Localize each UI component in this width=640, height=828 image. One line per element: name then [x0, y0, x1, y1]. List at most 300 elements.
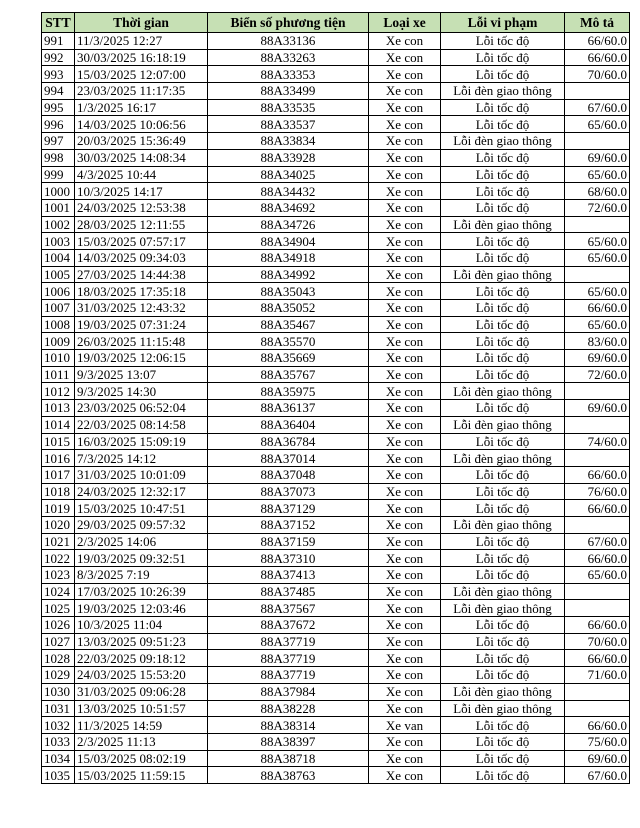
cell-description: 74/60.0: [565, 433, 630, 450]
cell-vehicle-type: Xe con: [369, 450, 441, 467]
cell-stt: 1000: [42, 183, 75, 200]
cell-vehicle-type: Xe con: [369, 49, 441, 66]
cell-stt: 1021: [42, 533, 75, 550]
cell-stt: 1013: [42, 400, 75, 417]
cell-stt: 996: [42, 116, 75, 133]
table-row: [42, 166, 630, 183]
cell-violation: Lỗi tốc độ: [441, 199, 565, 216]
cell-stt: 1025: [42, 600, 75, 617]
cell-plate: 88A35467: [208, 316, 369, 333]
cell-violation: Lỗi tốc độ: [441, 650, 565, 667]
cell-stt: 1014: [42, 416, 75, 433]
cell-plate: 88A33136: [208, 33, 369, 50]
table-row: [42, 683, 630, 700]
cell-violation: Lỗi tốc độ: [441, 66, 565, 83]
cell-vehicle-type: Xe con: [369, 149, 441, 166]
cell-stt: 1017: [42, 466, 75, 483]
cell-stt: 1009: [42, 333, 75, 350]
cell-description: 67/60.0: [565, 99, 630, 116]
cell-violation: Lỗi tốc độ: [441, 166, 565, 183]
cell-vehicle-type: Xe con: [369, 700, 441, 717]
cell-time: 15/03/2025 12:07:00: [75, 66, 208, 83]
cell-violation: Lỗi tốc độ: [441, 483, 565, 500]
cell-time: 22/03/2025 09:18:12: [75, 650, 208, 667]
cell-time: 13/03/2025 10:51:57: [75, 700, 208, 717]
cell-plate: 88A33535: [208, 99, 369, 116]
cell-vehicle-type: Xe con: [369, 33, 441, 50]
cell-vehicle-type: Xe con: [369, 617, 441, 634]
table-row: [42, 617, 630, 634]
cell-description: [565, 416, 630, 433]
header-stt: STT: [42, 13, 75, 33]
cell-violation: Lỗi tốc độ: [441, 183, 565, 200]
cell-plate: 88A37048: [208, 466, 369, 483]
cell-time: 23/03/2025 11:17:35: [75, 83, 208, 100]
cell-stt: 1003: [42, 233, 75, 250]
cell-vehicle-type: Xe con: [369, 133, 441, 150]
table-row: [42, 650, 630, 667]
cell-description: 67/60.0: [565, 767, 630, 784]
cell-violation: Lỗi tốc độ: [441, 49, 565, 66]
cell-vehicle-type: Xe con: [369, 249, 441, 266]
cell-violation: Lỗi tốc độ: [441, 400, 565, 417]
cell-description: 67/60.0: [565, 533, 630, 550]
cell-time: 10/3/2025 11:04: [75, 617, 208, 634]
cell-vehicle-type: Xe con: [369, 683, 441, 700]
cell-plate: 88A37129: [208, 500, 369, 517]
cell-description: [565, 516, 630, 533]
cell-plate: 88A34992: [208, 266, 369, 283]
cell-plate: 88A37719: [208, 667, 369, 684]
cell-time: 19/03/2025 12:06:15: [75, 350, 208, 367]
cell-violation: Lỗi tốc độ: [441, 533, 565, 550]
cell-time: 9/3/2025 13:07: [75, 366, 208, 383]
cell-time: 27/03/2025 14:44:38: [75, 266, 208, 283]
cell-time: 18/03/2025 17:35:18: [75, 283, 208, 300]
cell-vehicle-type: Xe con: [369, 433, 441, 450]
table-row: [42, 199, 630, 216]
cell-description: 72/60.0: [565, 366, 630, 383]
cell-violation: Lỗi tốc độ: [441, 99, 565, 116]
cell-time: 31/03/2025 10:01:09: [75, 466, 208, 483]
cell-description: 65/60.0: [565, 116, 630, 133]
cell-description: [565, 83, 630, 100]
cell-time: 2/3/2025 14:06: [75, 533, 208, 550]
cell-plate: 88A37984: [208, 683, 369, 700]
cell-description: 66/60.0: [565, 717, 630, 734]
cell-vehicle-type: Xe con: [369, 516, 441, 533]
cell-time: 19/03/2025 07:31:24: [75, 316, 208, 333]
cell-description: 76/60.0: [565, 483, 630, 500]
cell-plate: 88A34432: [208, 183, 369, 200]
cell-plate: 88A33834: [208, 133, 369, 150]
cell-description: 65/60.0: [565, 567, 630, 584]
cell-time: 4/3/2025 10:44: [75, 166, 208, 183]
cell-plate: 88A37567: [208, 600, 369, 617]
table-row: [42, 33, 630, 50]
violations-table: [41, 12, 630, 784]
cell-violation: Lỗi tốc độ: [441, 300, 565, 317]
table-row: [42, 300, 630, 317]
table-row: [42, 750, 630, 767]
cell-time: 1/3/2025 16:17: [75, 99, 208, 116]
cell-description: [565, 600, 630, 617]
cell-description: 66/60.0: [565, 49, 630, 66]
cell-description: [565, 583, 630, 600]
cell-vehicle-type: Xe con: [369, 500, 441, 517]
cell-description: 83/60.0: [565, 333, 630, 350]
cell-plate: 88A37014: [208, 450, 369, 467]
cell-time: 8/3/2025 7:19: [75, 567, 208, 584]
cell-stt: 1020: [42, 516, 75, 533]
table-row: [42, 383, 630, 400]
table-row: [42, 333, 630, 350]
table-row: [42, 466, 630, 483]
cell-violation: Lỗi tốc độ: [441, 350, 565, 367]
cell-stt: 1028: [42, 650, 75, 667]
cell-stt: 1008: [42, 316, 75, 333]
table-row: [42, 99, 630, 116]
table-row: [42, 183, 630, 200]
cell-plate: 88A36137: [208, 400, 369, 417]
cell-stt: 1006: [42, 283, 75, 300]
cell-description: 69/60.0: [565, 400, 630, 417]
cell-vehicle-type: Xe con: [369, 316, 441, 333]
cell-stt: 1010: [42, 350, 75, 367]
cell-vehicle-type: Xe con: [369, 199, 441, 216]
cell-plate: 88A37413: [208, 567, 369, 584]
cell-description: 68/60.0: [565, 183, 630, 200]
table-row: [42, 583, 630, 600]
cell-vehicle-type: Xe con: [369, 400, 441, 417]
cell-time: 19/03/2025 12:03:46: [75, 600, 208, 617]
cell-description: 65/60.0: [565, 249, 630, 266]
cell-plate: 88A33499: [208, 83, 369, 100]
table-row: [42, 316, 630, 333]
cell-description: 66/60.0: [565, 550, 630, 567]
table-row: [42, 500, 630, 517]
cell-violation: Lỗi tốc độ: [441, 717, 565, 734]
cell-vehicle-type: Xe con: [369, 533, 441, 550]
cell-description: 70/60.0: [565, 633, 630, 650]
cell-description: 72/60.0: [565, 199, 630, 216]
cell-stt: 994: [42, 83, 75, 100]
table-header-row: [42, 13, 630, 33]
cell-time: 22/03/2025 08:14:58: [75, 416, 208, 433]
cell-violation: Lỗi tốc độ: [441, 466, 565, 483]
cell-stt: 1002: [42, 216, 75, 233]
table-row: [42, 550, 630, 567]
table-row: [42, 366, 630, 383]
cell-plate: 88A37719: [208, 633, 369, 650]
cell-plate: 88A34025: [208, 166, 369, 183]
cell-stt: 1001: [42, 199, 75, 216]
table-row: [42, 133, 630, 150]
cell-vehicle-type: Xe con: [369, 283, 441, 300]
cell-description: [565, 266, 630, 283]
cell-vehicle-type: Xe con: [369, 116, 441, 133]
cell-stt: 1033: [42, 733, 75, 750]
cell-stt: 995: [42, 99, 75, 116]
cell-plate: 88A34692: [208, 199, 369, 216]
cell-description: 66/60.0: [565, 466, 630, 483]
cell-time: 15/03/2025 08:02:19: [75, 750, 208, 767]
cell-violation: Lỗi đèn giao thông: [441, 450, 565, 467]
cell-plate: 88A38314: [208, 717, 369, 734]
cell-time: 31/03/2025 09:06:28: [75, 683, 208, 700]
cell-vehicle-type: Xe con: [369, 583, 441, 600]
cell-time: 29/03/2025 09:57:32: [75, 516, 208, 533]
table-row: [42, 717, 630, 734]
table-row: [42, 400, 630, 417]
cell-description: 75/60.0: [565, 733, 630, 750]
table-row: [42, 433, 630, 450]
cell-description: 66/60.0: [565, 300, 630, 317]
cell-vehicle-type: Xe con: [369, 383, 441, 400]
cell-description: 65/60.0: [565, 316, 630, 333]
cell-violation: Lỗi tốc độ: [441, 550, 565, 567]
cell-time: 14/03/2025 09:34:03: [75, 249, 208, 266]
cell-time: 17/03/2025 10:26:39: [75, 583, 208, 600]
cell-time: 14/03/2025 10:06:56: [75, 116, 208, 133]
cell-time: 15/03/2025 10:47:51: [75, 500, 208, 517]
cell-stt: 1027: [42, 633, 75, 650]
cell-violation: Lỗi tốc độ: [441, 433, 565, 450]
cell-vehicle-type: Xe con: [369, 750, 441, 767]
cell-vehicle-type: Xe van: [369, 717, 441, 734]
cell-plate: 88A38718: [208, 750, 369, 767]
cell-time: 11/3/2025 12:27: [75, 33, 208, 50]
cell-time: 28/03/2025 12:11:55: [75, 216, 208, 233]
cell-plate: 88A37672: [208, 617, 369, 634]
cell-stt: 1031: [42, 700, 75, 717]
cell-vehicle-type: Xe con: [369, 733, 441, 750]
cell-description: 65/60.0: [565, 283, 630, 300]
cell-time: 10/3/2025 14:17: [75, 183, 208, 200]
cell-plate: 88A38228: [208, 700, 369, 717]
cell-plate: 88A36784: [208, 433, 369, 450]
cell-time: 20/03/2025 15:36:49: [75, 133, 208, 150]
cell-plate: 88A34726: [208, 216, 369, 233]
cell-time: 30/03/2025 16:18:19: [75, 49, 208, 66]
header-violation: Lỗi vi phạm: [441, 13, 565, 33]
cell-violation: Lỗi tốc độ: [441, 366, 565, 383]
table-row: [42, 733, 630, 750]
cell-time: 15/03/2025 11:59:15: [75, 767, 208, 784]
cell-description: [565, 683, 630, 700]
cell-vehicle-type: Xe con: [369, 767, 441, 784]
table-row: [42, 233, 630, 250]
cell-violation: Lỗi tốc độ: [441, 149, 565, 166]
cell-stt: 997: [42, 133, 75, 150]
cell-vehicle-type: Xe con: [369, 466, 441, 483]
cell-stt: 1005: [42, 266, 75, 283]
cell-plate: 88A38397: [208, 733, 369, 750]
cell-vehicle-type: Xe con: [369, 216, 441, 233]
cell-violation: Lỗi đèn giao thông: [441, 266, 565, 283]
table-row: [42, 767, 630, 784]
cell-plate: 88A35043: [208, 283, 369, 300]
cell-violation: Lỗi tốc độ: [441, 316, 565, 333]
cell-time: 24/03/2025 15:53:20: [75, 667, 208, 684]
cell-violation: Lỗi tốc độ: [441, 283, 565, 300]
cell-time: 16/03/2025 15:09:19: [75, 433, 208, 450]
table-body: [42, 33, 630, 784]
header-time: Thời gian: [75, 13, 208, 33]
table-row: [42, 216, 630, 233]
cell-time: 23/03/2025 06:52:04: [75, 400, 208, 417]
cell-description: 66/60.0: [565, 650, 630, 667]
cell-plate: 88A35669: [208, 350, 369, 367]
cell-description: 66/60.0: [565, 617, 630, 634]
table-row: [42, 567, 630, 584]
cell-plate: 88A34918: [208, 249, 369, 266]
cell-vehicle-type: Xe con: [369, 633, 441, 650]
table-row: [42, 116, 630, 133]
cell-time: 24/03/2025 12:32:17: [75, 483, 208, 500]
cell-violation: Lỗi tốc độ: [441, 249, 565, 266]
cell-vehicle-type: Xe con: [369, 416, 441, 433]
cell-violation: Lỗi tốc độ: [441, 33, 565, 50]
table-row: [42, 450, 630, 467]
header-description: Mô tả: [565, 13, 630, 33]
cell-plate: 88A38763: [208, 767, 369, 784]
cell-plate: 88A35975: [208, 383, 369, 400]
cell-description: [565, 383, 630, 400]
cell-plate: 88A35052: [208, 300, 369, 317]
cell-stt: 1012: [42, 383, 75, 400]
cell-stt: 1024: [42, 583, 75, 600]
table-row: [42, 266, 630, 283]
cell-description: 70/60.0: [565, 66, 630, 83]
cell-stt: 1022: [42, 550, 75, 567]
cell-plate: 88A35767: [208, 366, 369, 383]
cell-stt: 998: [42, 149, 75, 166]
cell-time: 24/03/2025 12:53:38: [75, 199, 208, 216]
table-row: [42, 249, 630, 266]
cell-time: 9/3/2025 14:30: [75, 383, 208, 400]
cell-time: 26/03/2025 11:15:48: [75, 333, 208, 350]
cell-violation: Lỗi đèn giao thông: [441, 583, 565, 600]
cell-description: [565, 700, 630, 717]
header-plate: Biển số phương tiện: [208, 13, 369, 33]
table-row: [42, 633, 630, 650]
cell-stt: 992: [42, 49, 75, 66]
cell-vehicle-type: Xe con: [369, 600, 441, 617]
cell-vehicle-type: Xe con: [369, 667, 441, 684]
cell-plate: 88A37152: [208, 516, 369, 533]
cell-vehicle-type: Xe con: [369, 366, 441, 383]
cell-violation: Lỗi tốc độ: [441, 750, 565, 767]
table-row: [42, 516, 630, 533]
table-row: [42, 283, 630, 300]
table-row: [42, 83, 630, 100]
cell-stt: 1032: [42, 717, 75, 734]
cell-description: [565, 216, 630, 233]
cell-stt: 1011: [42, 366, 75, 383]
cell-plate: 88A33928: [208, 149, 369, 166]
cell-stt: 1034: [42, 750, 75, 767]
cell-stt: 1030: [42, 683, 75, 700]
cell-stt: 1016: [42, 450, 75, 467]
cell-vehicle-type: Xe con: [369, 83, 441, 100]
cell-time: 13/03/2025 09:51:23: [75, 633, 208, 650]
cell-description: 66/60.0: [565, 500, 630, 517]
cell-violation: Lỗi tốc độ: [441, 733, 565, 750]
header-vehicle-type: Loại xe: [369, 13, 441, 33]
cell-violation: Lỗi tốc độ: [441, 116, 565, 133]
cell-plate: 88A33353: [208, 66, 369, 83]
cell-plate: 88A34904: [208, 233, 369, 250]
cell-stt: 1019: [42, 500, 75, 517]
cell-vehicle-type: Xe con: [369, 233, 441, 250]
cell-stt: 1007: [42, 300, 75, 317]
cell-violation: Lỗi đèn giao thông: [441, 600, 565, 617]
cell-description: 71/60.0: [565, 667, 630, 684]
cell-vehicle-type: Xe con: [369, 300, 441, 317]
cell-violation: Lỗi đèn giao thông: [441, 416, 565, 433]
cell-stt: 1004: [42, 249, 75, 266]
cell-plate: 88A35570: [208, 333, 369, 350]
cell-vehicle-type: Xe con: [369, 66, 441, 83]
cell-vehicle-type: Xe con: [369, 550, 441, 567]
cell-stt: 991: [42, 33, 75, 50]
cell-plate: 88A36404: [208, 416, 369, 433]
cell-stt: 1026: [42, 617, 75, 634]
cell-plate: 88A33263: [208, 49, 369, 66]
cell-plate: 88A37485: [208, 583, 369, 600]
cell-vehicle-type: Xe con: [369, 350, 441, 367]
cell-violation: Lỗi đèn giao thông: [441, 133, 565, 150]
cell-violation: Lỗi đèn giao thông: [441, 83, 565, 100]
cell-time: 11/3/2025 14:59: [75, 717, 208, 734]
cell-violation: Lỗi đèn giao thông: [441, 516, 565, 533]
cell-violation: Lỗi đèn giao thông: [441, 216, 565, 233]
cell-violation: Lỗi tốc độ: [441, 767, 565, 784]
cell-stt: 1015: [42, 433, 75, 450]
cell-description: 69/60.0: [565, 750, 630, 767]
cell-violation: Lỗi tốc độ: [441, 233, 565, 250]
cell-stt: 993: [42, 66, 75, 83]
cell-violation: Lỗi đèn giao thông: [441, 683, 565, 700]
cell-vehicle-type: Xe con: [369, 166, 441, 183]
cell-violation: Lỗi đèn giao thông: [441, 383, 565, 400]
cell-violation: Lỗi tốc độ: [441, 567, 565, 584]
table-row: [42, 416, 630, 433]
table-row: [42, 350, 630, 367]
cell-stt: 999: [42, 166, 75, 183]
table-row: [42, 49, 630, 66]
cell-violation: Lỗi tốc độ: [441, 617, 565, 634]
cell-time: 7/3/2025 14:12: [75, 450, 208, 467]
cell-vehicle-type: Xe con: [369, 99, 441, 116]
cell-time: 2/3/2025 11:13: [75, 733, 208, 750]
cell-description: 69/60.0: [565, 149, 630, 166]
cell-vehicle-type: Xe con: [369, 266, 441, 283]
cell-stt: 1023: [42, 567, 75, 584]
table-row: [42, 667, 630, 684]
cell-vehicle-type: Xe con: [369, 483, 441, 500]
cell-stt: 1029: [42, 667, 75, 684]
cell-time: 31/03/2025 12:43:32: [75, 300, 208, 317]
cell-description: 65/60.0: [565, 166, 630, 183]
cell-plate: 88A37159: [208, 533, 369, 550]
cell-violation: Lỗi tốc độ: [441, 667, 565, 684]
table-row: [42, 533, 630, 550]
cell-violation: Lỗi tốc độ: [441, 333, 565, 350]
cell-violation: Lỗi tốc độ: [441, 633, 565, 650]
table-row: [42, 483, 630, 500]
